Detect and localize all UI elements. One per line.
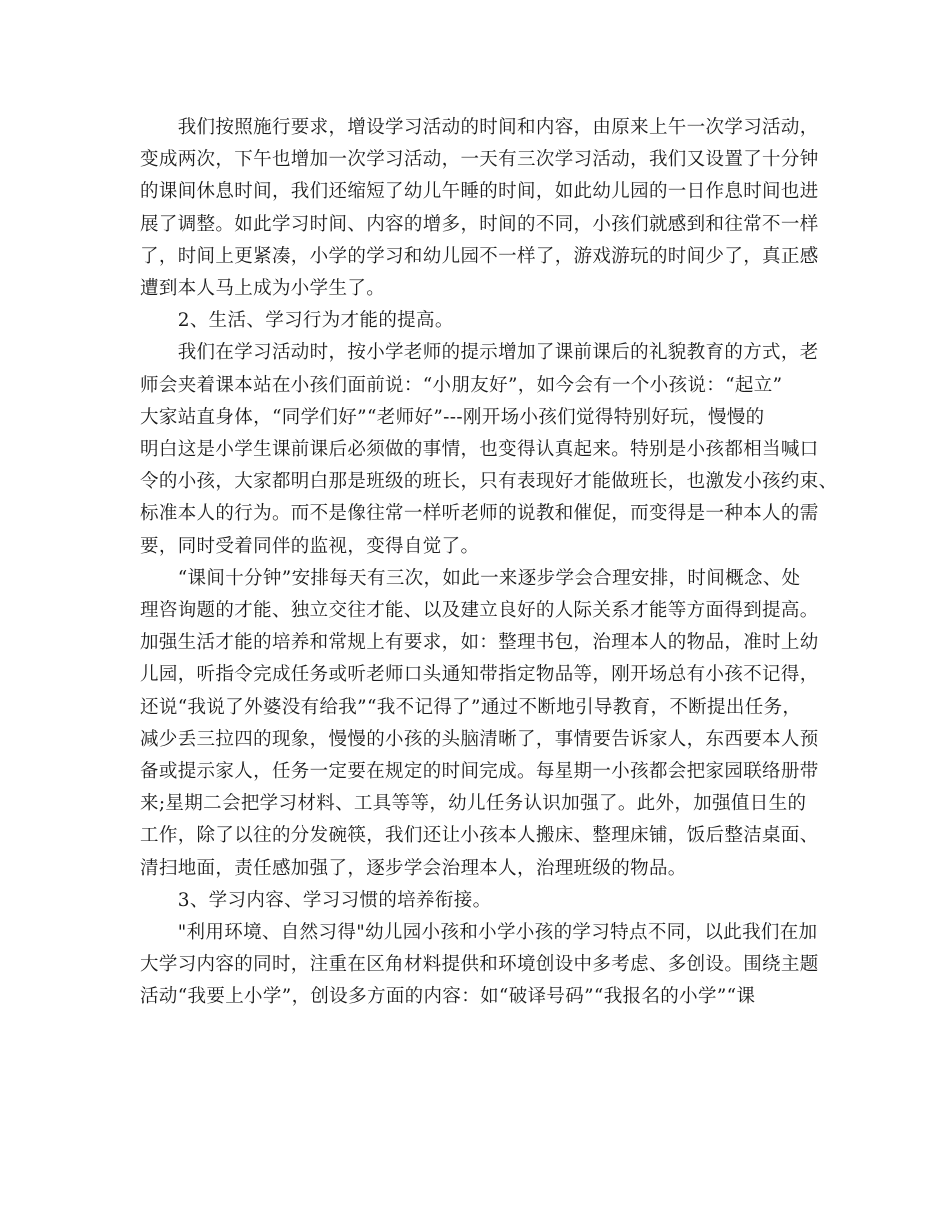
text-line: 要，同时受着同伴的监视，变得自觉了。 <box>140 535 480 557</box>
text-line: 展了调整。如此学习时间、内容的增多，时间的不同，小孩们就感到和往常不一样 <box>140 213 819 235</box>
text-line: 儿园，听指令完成任务或听老师口头通知带指定物品等，刚开场总有小孩不记得， <box>140 664 819 686</box>
text-line: "利用环境、自然习得"幼儿园小孩和小学小孩的学习特点不同，以此我们在加 <box>140 922 818 944</box>
text-line: 明白这是小学生课前课后必须做的事情，也变得认真起来。特别是小孩都相当喊口 <box>140 439 819 461</box>
text-line: 大家站直身体，“同学们好”“老师好”---刚开场小孩们觉得特别好玩，慢慢的 <box>140 406 765 428</box>
text-line: 了，时间上更紧凑，小学的学习和幼儿园不一样了，游戏游玩的时间少了，真正感 <box>140 245 819 267</box>
paragraph-break-time <box>140 563 820 885</box>
text-line: 我们按照施行要求，增设学习活动的时间和内容，由原来上午一次学习活动， <box>140 117 819 138</box>
paragraph-environment <box>140 917 820 1014</box>
text-line: 师会夹着课本站在小孩们面前说：“小朋友好”，如今会有一个小孩说：“起立” <box>140 374 783 396</box>
text-line: 令的小孩，大家都明白那是班级的班长，只有表现好才能做班长，也激发小孩约束、 <box>140 471 838 493</box>
text-line: 理咨询题的才能、独立交往才能、以及建立良好的人际关系才能等方面得到提高。 <box>140 600 819 622</box>
text-line: 遭到本人马上成为小学生了。 <box>140 278 386 300</box>
text-line: 活动“我要上小学”，创设多方面的内容：如“破译号码”“我报名的小学”“课 <box>140 986 756 1008</box>
text-line: “课间十分钟”安排每天有三次，如此一来逐步学会合理安排，时间概念、处 <box>140 567 801 589</box>
heading-line: 3、学习内容、学习习惯的培养衔接。 <box>140 889 492 911</box>
section-heading-2 <box>140 305 820 337</box>
text-line: 的课间休息时间，我们还缩短了幼儿午睡的时间，如此幼儿园的一日作息时间也进 <box>140 181 819 203</box>
paragraph-etiquette <box>140 337 838 562</box>
text-line: 标准本人的行为。而不是像往常一样听老师的说教和催促，而变得是一种本人的需 <box>140 503 819 525</box>
text-line: 工作，除了以往的分发碗筷，我们还让小孩本人搬床、整理床铺，饭后整洁桌面、 <box>140 825 819 847</box>
text-line: 变成两次，下午也增加一次学习活动，一天有三次学习活动，我们又设置了十分钟 <box>140 149 819 171</box>
text-line: 来;星期二会把学习材料、工具等等，幼儿任务认识加强了。此外，加强值日生的 <box>140 793 807 815</box>
document-body <box>140 112 838 1014</box>
heading-line: 2、生活、学习行为才能的提高。 <box>140 310 454 332</box>
text-line: 清扫地面，责任感加强了，逐步学会治理本人，治理班级的物品。 <box>140 857 687 879</box>
text-line: 加强生活才能的培养和常规上有要求，如：整理书包，治理本人的物品，准时上幼 <box>140 632 819 654</box>
paragraph-schedule-adjustment <box>140 112 820 305</box>
text-line: 还说“我说了外婆没有给我”“我不记得了”通过不断地引导教育，不断提出任务， <box>140 696 802 718</box>
text-line: 大学习内容的同时，注重在区角材料提供和环境创设中多考虑、多创设。围绕主题 <box>140 954 819 976</box>
text-line: 备或提示家人，任务一定要在规定的时间完成。每星期一小孩都会把家园联络册带 <box>140 761 819 783</box>
text-line: 减少丢三拉四的现象，慢慢的小孩的头脑清晰了，事情要告诉家人，东西要本人预 <box>140 728 819 750</box>
section-heading-3 <box>140 885 820 917</box>
text-line: 我们在学习活动时，按小学老师的提示增加了课前课后的礼貌教育的方式，老 <box>140 342 819 364</box>
